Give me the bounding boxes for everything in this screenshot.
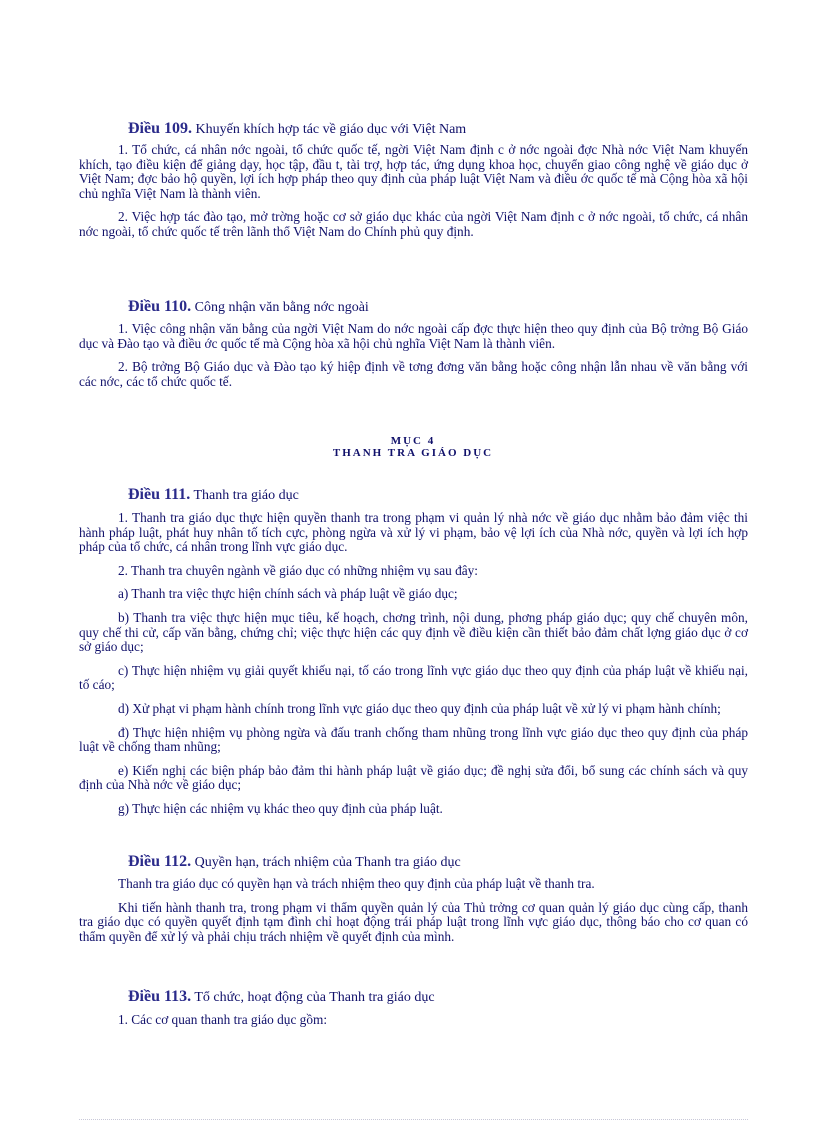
paragraph: 1. Các cơ quan thanh tra giáo dục gồm: [118,1012,328,1027]
article-number: Điều 109. [128,120,192,137]
paragraph: 2. Bộ trởng Bộ Giáo dục và Đào tạo ký hiệp định về tơng đơng văn bằng hoặc công nhận lẫn nhau về văn bằng với các nớc, các tổ chức quốc tế. [79,359,748,389]
article-110-heading [128,298,369,316]
article-title: Công nhận văn bằng nớc ngoài [194,300,369,315]
section-heading [0,435,816,459]
paragraph: Thanh tra giáo dục có quyền hạn và trách nhiệm theo quy định của pháp luật về thanh tra. [118,876,595,891]
article-title: Khuyến khích hợp tác về giáo dục với Việt Nam [195,122,467,137]
paragraph: 1. Việc công nhận văn bằng của ngời Việt Nam do nớc ngoài cấp đợc thực hiện theo quy định của Bộ trởng Bộ Giáo dục và Đào tạo và điều ớc quốc tế mà Cộng hòa xã hội chủ nghĩa Việt Nam là thành viên. [79,321,748,351]
section-title: THANH TRA GIÁO DỤC [332,447,494,459]
article-title: Quyền hạn, trách nhiệm của Thanh tra giáo dục [194,855,461,870]
article-112-body [79,877,748,953]
paragraph: g) Thực hiện các nhiệm vụ khác theo quy định của pháp luật. [118,800,443,816]
article-111-body [79,511,748,826]
article-number: Điều 110. [128,298,192,315]
section-label: MỤC 4 [390,435,436,447]
paragraph: a) Thanh tra việc thực hiện chính sách và pháp luật về giáo dục; [118,586,458,602]
article-112-heading [128,853,461,871]
article-title: Thanh tra giáo dục [193,488,299,503]
page-bottom-rule [79,1119,748,1120]
article-title: Tổ chức, hoạt động của Thanh tra giáo dục [194,990,435,1005]
article-111-heading [128,486,299,504]
paragraph: 2. Thanh tra chuyên ngành về giáo dục có những nhiệm vụ sau đây: [118,562,478,578]
article-113-body [79,1013,748,1037]
paragraph: Khi tiến hành thanh tra, trong phạm vi thẩm quyền quản lý của Thủ trởng cơ quan quản lý giáo dục cùng cấp, thanh tra giáo dục có quyền quyết định tạm đình chỉ hoạt động trái pháp luật trong lĩnh vực giáo dục, thông báo cho cơ quan có thẩm quyền để xử lý và phải chịu trách nhiệm về quyết định của mình. [79,899,748,944]
paragraph: đ) Thực hiện nhiệm vụ phòng ngừa và đấu tranh chống tham nhũng trong lĩnh vực giáo dục theo quy định của pháp luật về chống tham nhũng; [79,724,748,755]
paragraph: c) Thực hiện nhiệm vụ giải quyết khiếu nại, tố cáo trong lĩnh vực giáo dục theo quy định của pháp luật về khiếu nại, tố cáo; [79,662,748,693]
paragraph: d) Xử phạt vi phạm hành chính trong lĩnh vực giáo dục theo quy định của pháp luật về xử lý vi phạm hành chính; [118,700,721,716]
paragraph: 2. Việc hợp tác đào tạo, mở trờng hoặc cơ sở giáo dục khác của ngời Việt Nam định c ở nớc ngoài, tổ chức, cá nhân nớc ngoài, tổ chức quốc tế trên lãnh thổ Việt Nam do Chính phủ quy định. [79,209,748,239]
article-number: Điều 113. [128,988,192,1005]
paragraph: 1. Tổ chức, cá nhân nớc ngoài, tổ chức quốc tế, ngời Việt Nam định c ở nớc ngoài đợc Nhà nớc Việt Nam khuyến khích, tạo điều kiện để giảng dạy, học tập, đầu t, tài trợ, hợp tác, ứng dụng khoa học, chuyển giao công nghệ về giáo dục ở Việt Nam; đợc bảo hộ quyền, lợi ích hợp pháp theo quy định của pháp luật Việt Nam và điều ớc quốc tế mà Cộng hòa xã hội chủ nghĩa Việt Nam là thành viên. [79,142,748,201]
article-109-heading [128,120,466,138]
article-113-heading [128,988,435,1006]
paragraph: b) Thanh tra việc thực hiện mục tiêu, kế hoạch, chơng trình, nội dung, phơng pháp giáo dục; quy chế chuyên môn, quy chế thi cử, cấp văn bằng, chứng chỉ; việc thực hiện các quy định về điều kiện cần thiết bảo đảm chất lợng giáo dục ở cơ sở giáo dục; [79,609,748,655]
article-number: Điều 112. [128,853,192,870]
article-number: Điều 111. [128,486,191,503]
paragraph: 1. Thanh tra giáo dục thực hiện quyền thanh tra trong phạm vi quản lý nhà nớc về giáo dục nhằm bảo đảm việc thi hành pháp luật, phát huy nhân tố tích cực, phòng ngừa và xử lý vi phạm, bảo vệ lợi ích của Nhà nớc, quyền và lợi ích hợp pháp của tổ chức, cá nhân trong lĩnh vực giáo dục. [79,510,748,555]
article-109-body [79,143,748,249]
paragraph: e) Kiến nghị các biện pháp bảo đảm thi hành pháp luật về giáo dục; đề nghị sửa đổi, bổ sung các chính sách và quy định của Nhà nớc về giáo dục; [79,762,748,793]
article-110-body [79,322,748,398]
